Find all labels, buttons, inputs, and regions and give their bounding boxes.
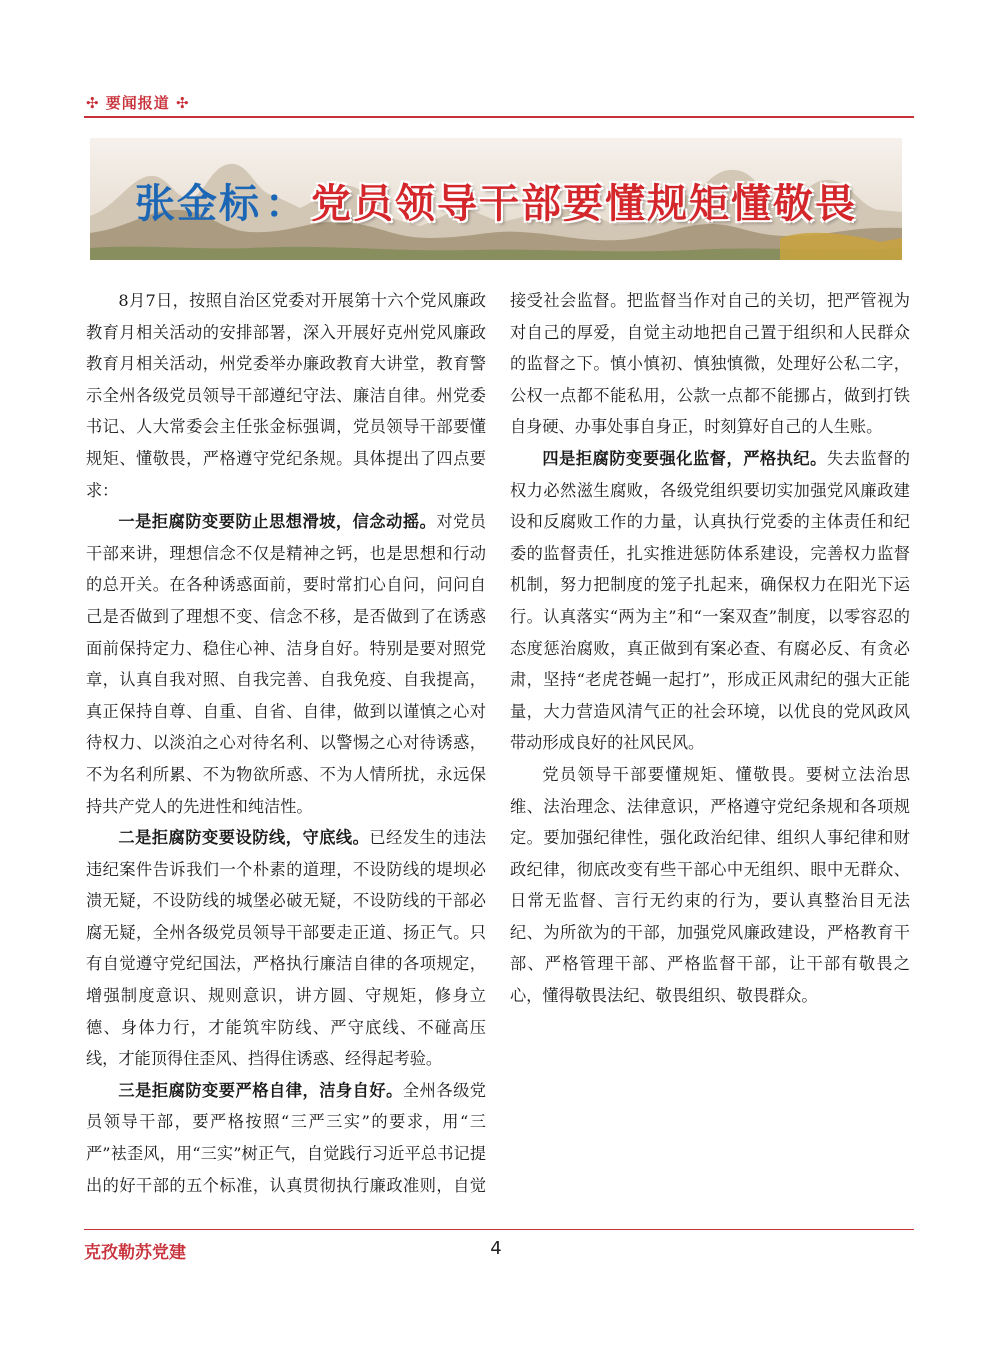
title-headline: 党员领导干部要懂规矩懂敬畏 <box>311 181 857 227</box>
footer-brand-logo: 克孜勒苏党建 <box>84 1243 186 1263</box>
paragraph-lead: 一是拒腐防变要防止思想滑坡，信念动摇。 <box>118 512 437 532</box>
paragraph-lead: 三是拒腐防变要严格自律，洁身自好。 <box>118 1080 403 1100</box>
section-label: ✣ 要闻报道 ✣ <box>86 94 190 112</box>
section-header <box>84 90 914 118</box>
article-paragraph: 四是拒腐防变要强化监督，严格执纪。失去监督的权力必然滋生腐败，各级党组织要切实加强党风廉政建设和反腐败工作的力量，认真执行党委的主体责任和纪委的监督责任，扎实推进惩防体系建设，完善权力监督机制，努力把制度的笼子扎起来，确保权力在阳光下运行。认真落实“两为主”和“一案双查”制度，以零容忍的态度惩治腐败，真正做到有案必查、有腐必反、有贪必肃，坚持“老虎苍蝇一起打”，形成正风肃纪的强大正能量，大力营造风清气正的社会环境，以优良的党风政风带动形成良好的社风民风。 <box>510 448 910 753</box>
paragraph-lead: 二是拒腐防变要设防线，守底线。 <box>118 828 370 848</box>
page-number: 4 <box>490 1238 502 1259</box>
article-paragraph: 一是拒腐防变要防止思想滑坡，信念动摇。对党员干部来讲，理想信念不仅是精神之钙，也是思想和行动的总开关。在各种诱惑面前，要时常扪心自问，问问自己是否做到了理想不变、信念不移，是否做到了在诱惑面前保持定力、稳住心神、洁身自好。特别是要对照党章，认真自我对照、自我完善、自我免疫、自我提高，真正保持自尊、自重、自省、自律，做到以谨慎之心对待权力、以淡泊之心对待名利、以警惕之心对待诱惑，不为名利所累、不为物欲所惑、不为人情所扰，永远保持共产党人的先进性和纯洁性。 <box>86 512 486 816</box>
title-person-name: 张金标 <box>135 181 261 227</box>
footer-divider <box>84 1229 914 1230</box>
article-paragraph: 党员领导干部要懂规矩、懂敬畏。要树立法治思维、法治理念、法律意识，严格遵守党纪条规和各项规定。要加强纪律性，强化政治纪律、组织人事纪律和财政纪律，彻底改变有些干部心中无组织、眼中无群众、日常无监督、言行无约束的行为，要认真整治目无法纪、为所欲为的干部，加强党风廉政建设，严格教育干部、严格管理干部、严格监督干部，让干部有敬畏之心，懂得敬畏法纪、敬畏组织、敬畏群众。 <box>510 764 910 1006</box>
article-paragraph: 三是拒腐防变要严格自律，洁身自好。全州各级党员领导干部，要严格按照“三严三实”的要求，用“三严”袪歪风，用“三实”树正气，自觉践行习近平总书记提出的好干部的五个标准，认真贯彻执行廉政准则，自觉接受社会监督。把监督当作对自己的关切，把严管视为对自己的厚爱，自觉主动地把自己置于组织和人民群众的监督之下。慎小慎初、慎独慎微，处理好公私二字，公权一点都不能私用，公款一点都不能挪占，做到打铁自身硬、办事处事自身正，时刻算好自己的人生账。 <box>86 291 910 1195</box>
paragraph-lead: 四是拒腐防变要强化监督，严格执纪。 <box>542 448 827 468</box>
article-title <box>90 172 902 229</box>
title-separator: ： <box>265 181 307 227</box>
article-paragraph: 8月7日，按照自治区党委对开展第十六个党风廉政教育月相关活动的安排部署，深入开展好克州党风廉政教育月相关活动，州党委举办廉政教育大讲堂，教育警示全州各级党员领导干部遵纪守法、廉洁自律。州党委书记、人大常委会主任张金标强调，党员领导干部要懂规矩、懂敬畏，严格遵守党纪条规。具体提出了四点要求： <box>86 291 486 500</box>
article-body <box>86 285 910 1205</box>
article-paragraph: 二是拒腐防变要设防线，守底线。已经发生的违法违纪案件告诉我们一个朴素的道理，不设防线的堤坝必溃无疑，不设防线的城堡必破无疑，不设防线的干部必腐无疑，全州各级党员领导干部要走正道、扬正气。只有自觉遵守党纪国法，严格执行廉洁自律的各项规定，增强制度意识、规则意识，讲方圆、守规矩，修身立德、身体力行，才能筑牢防线、严守底线、不碰高压线，才能顶得住歪风、挡得住诱惑、经得起考验。 <box>86 828 486 1069</box>
title-banner <box>90 138 902 260</box>
